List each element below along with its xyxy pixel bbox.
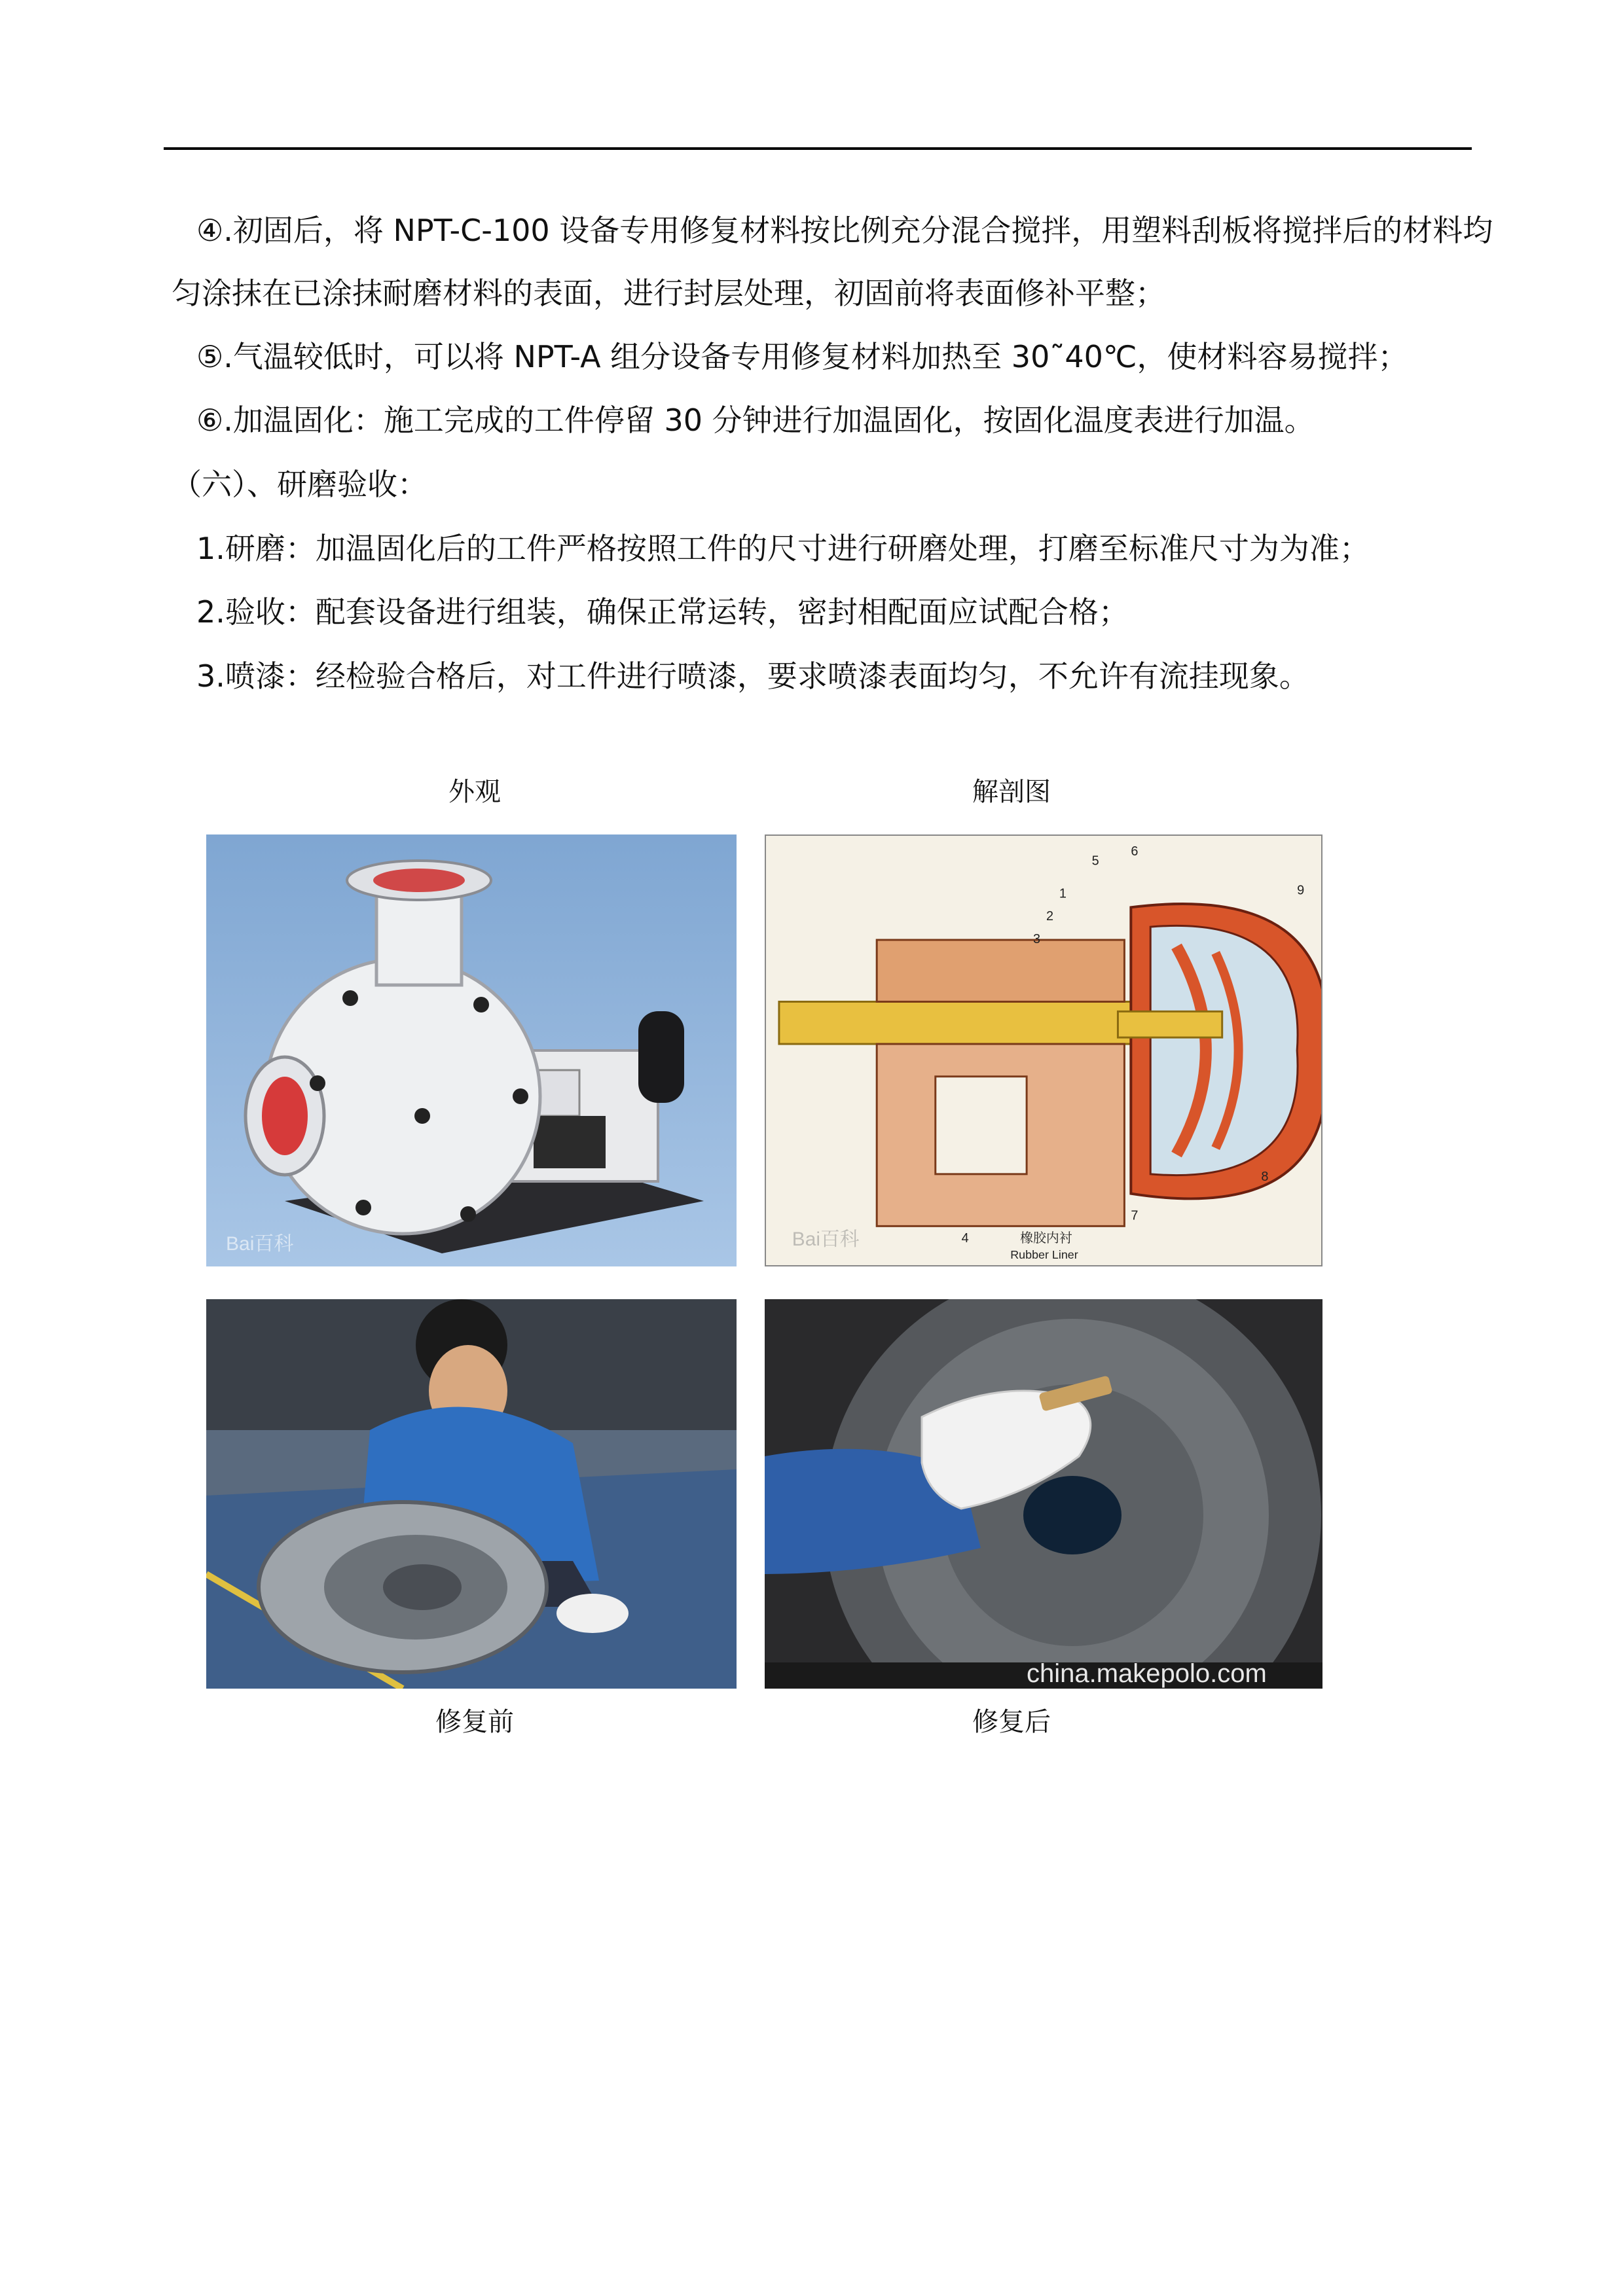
watermark-makepolo: china.makepolo.com (1027, 1659, 1267, 1688)
text-line-4: ⑥.加温固化：施工完成的工件停留 30 分钟进行加温固化，按固化温度表进行加温。 (196, 403, 1315, 438)
caption-after: 修复后 (972, 1707, 1051, 1737)
section-diagram-illustration (766, 836, 1321, 1265)
callout-1: 1 (1059, 886, 1067, 901)
text-line-6: 1.研磨：加温固化后的工件严格按照工件的尺寸进行研磨处理，打磨至标准尺寸为为准； (196, 531, 1370, 566)
after-repair-photo (765, 1299, 1322, 1689)
header-rule (164, 147, 1472, 150)
diagram-label-cn: 橡胶内衬 (1020, 1230, 1072, 1246)
callout-4: 4 (961, 1231, 969, 1246)
pump-exterior-illustration (206, 834, 737, 1266)
before-repair-illustration (206, 1299, 737, 1689)
caption-appearance: 外观 (448, 777, 501, 807)
diagram-label-en: Rubber Liner (1010, 1248, 1078, 1262)
text-line-8: 3.喷漆：经检验合格后，对工件进行喷漆，要求喷漆表面均匀，不允许有流挂现象。 (196, 658, 1309, 694)
text-line-1: ④.初固后，将 NPT-C-100 设备专用修复材料按比例充分混合搅拌，用塑料刮板将搅拌后的材料均 (196, 213, 1493, 248)
text-line-3: ⑤.气温较低时，可以将 NPT-A 组分设备专用修复材料加热至 30˜40℃，使材料容易搅拌； (196, 339, 1408, 374)
caption-section: 解剖图 (972, 777, 1051, 807)
pump-section-diagram (765, 834, 1322, 1266)
watermark-baidu-1: Bai百科 (226, 1233, 294, 1255)
pump-exterior-photo (206, 834, 737, 1266)
section-heading: （六）、研磨验收： (172, 467, 428, 502)
watermark-baidu-2: Bai百科 (792, 1229, 860, 1251)
callout-2: 2 (1046, 909, 1054, 924)
before-repair-photo (206, 1299, 737, 1689)
callout-6: 6 (1131, 844, 1139, 859)
after-repair-illustration (765, 1299, 1322, 1689)
callout-5: 5 (1091, 853, 1099, 869)
callout-8: 8 (1261, 1169, 1269, 1184)
callout-7: 7 (1131, 1208, 1139, 1223)
text-line-7: 2.验收：配套设备进行组装，确保正常运转，密封相配面应试配合格； (196, 594, 1129, 630)
text-line-2: 匀涂抹在已涂抹耐磨材料的表面，进行封层处理，初固前将表面修补平整； (172, 276, 1165, 311)
caption-before: 修复前 (435, 1707, 514, 1737)
callout-3: 3 (1033, 932, 1041, 946)
callout-9: 9 (1297, 883, 1305, 898)
